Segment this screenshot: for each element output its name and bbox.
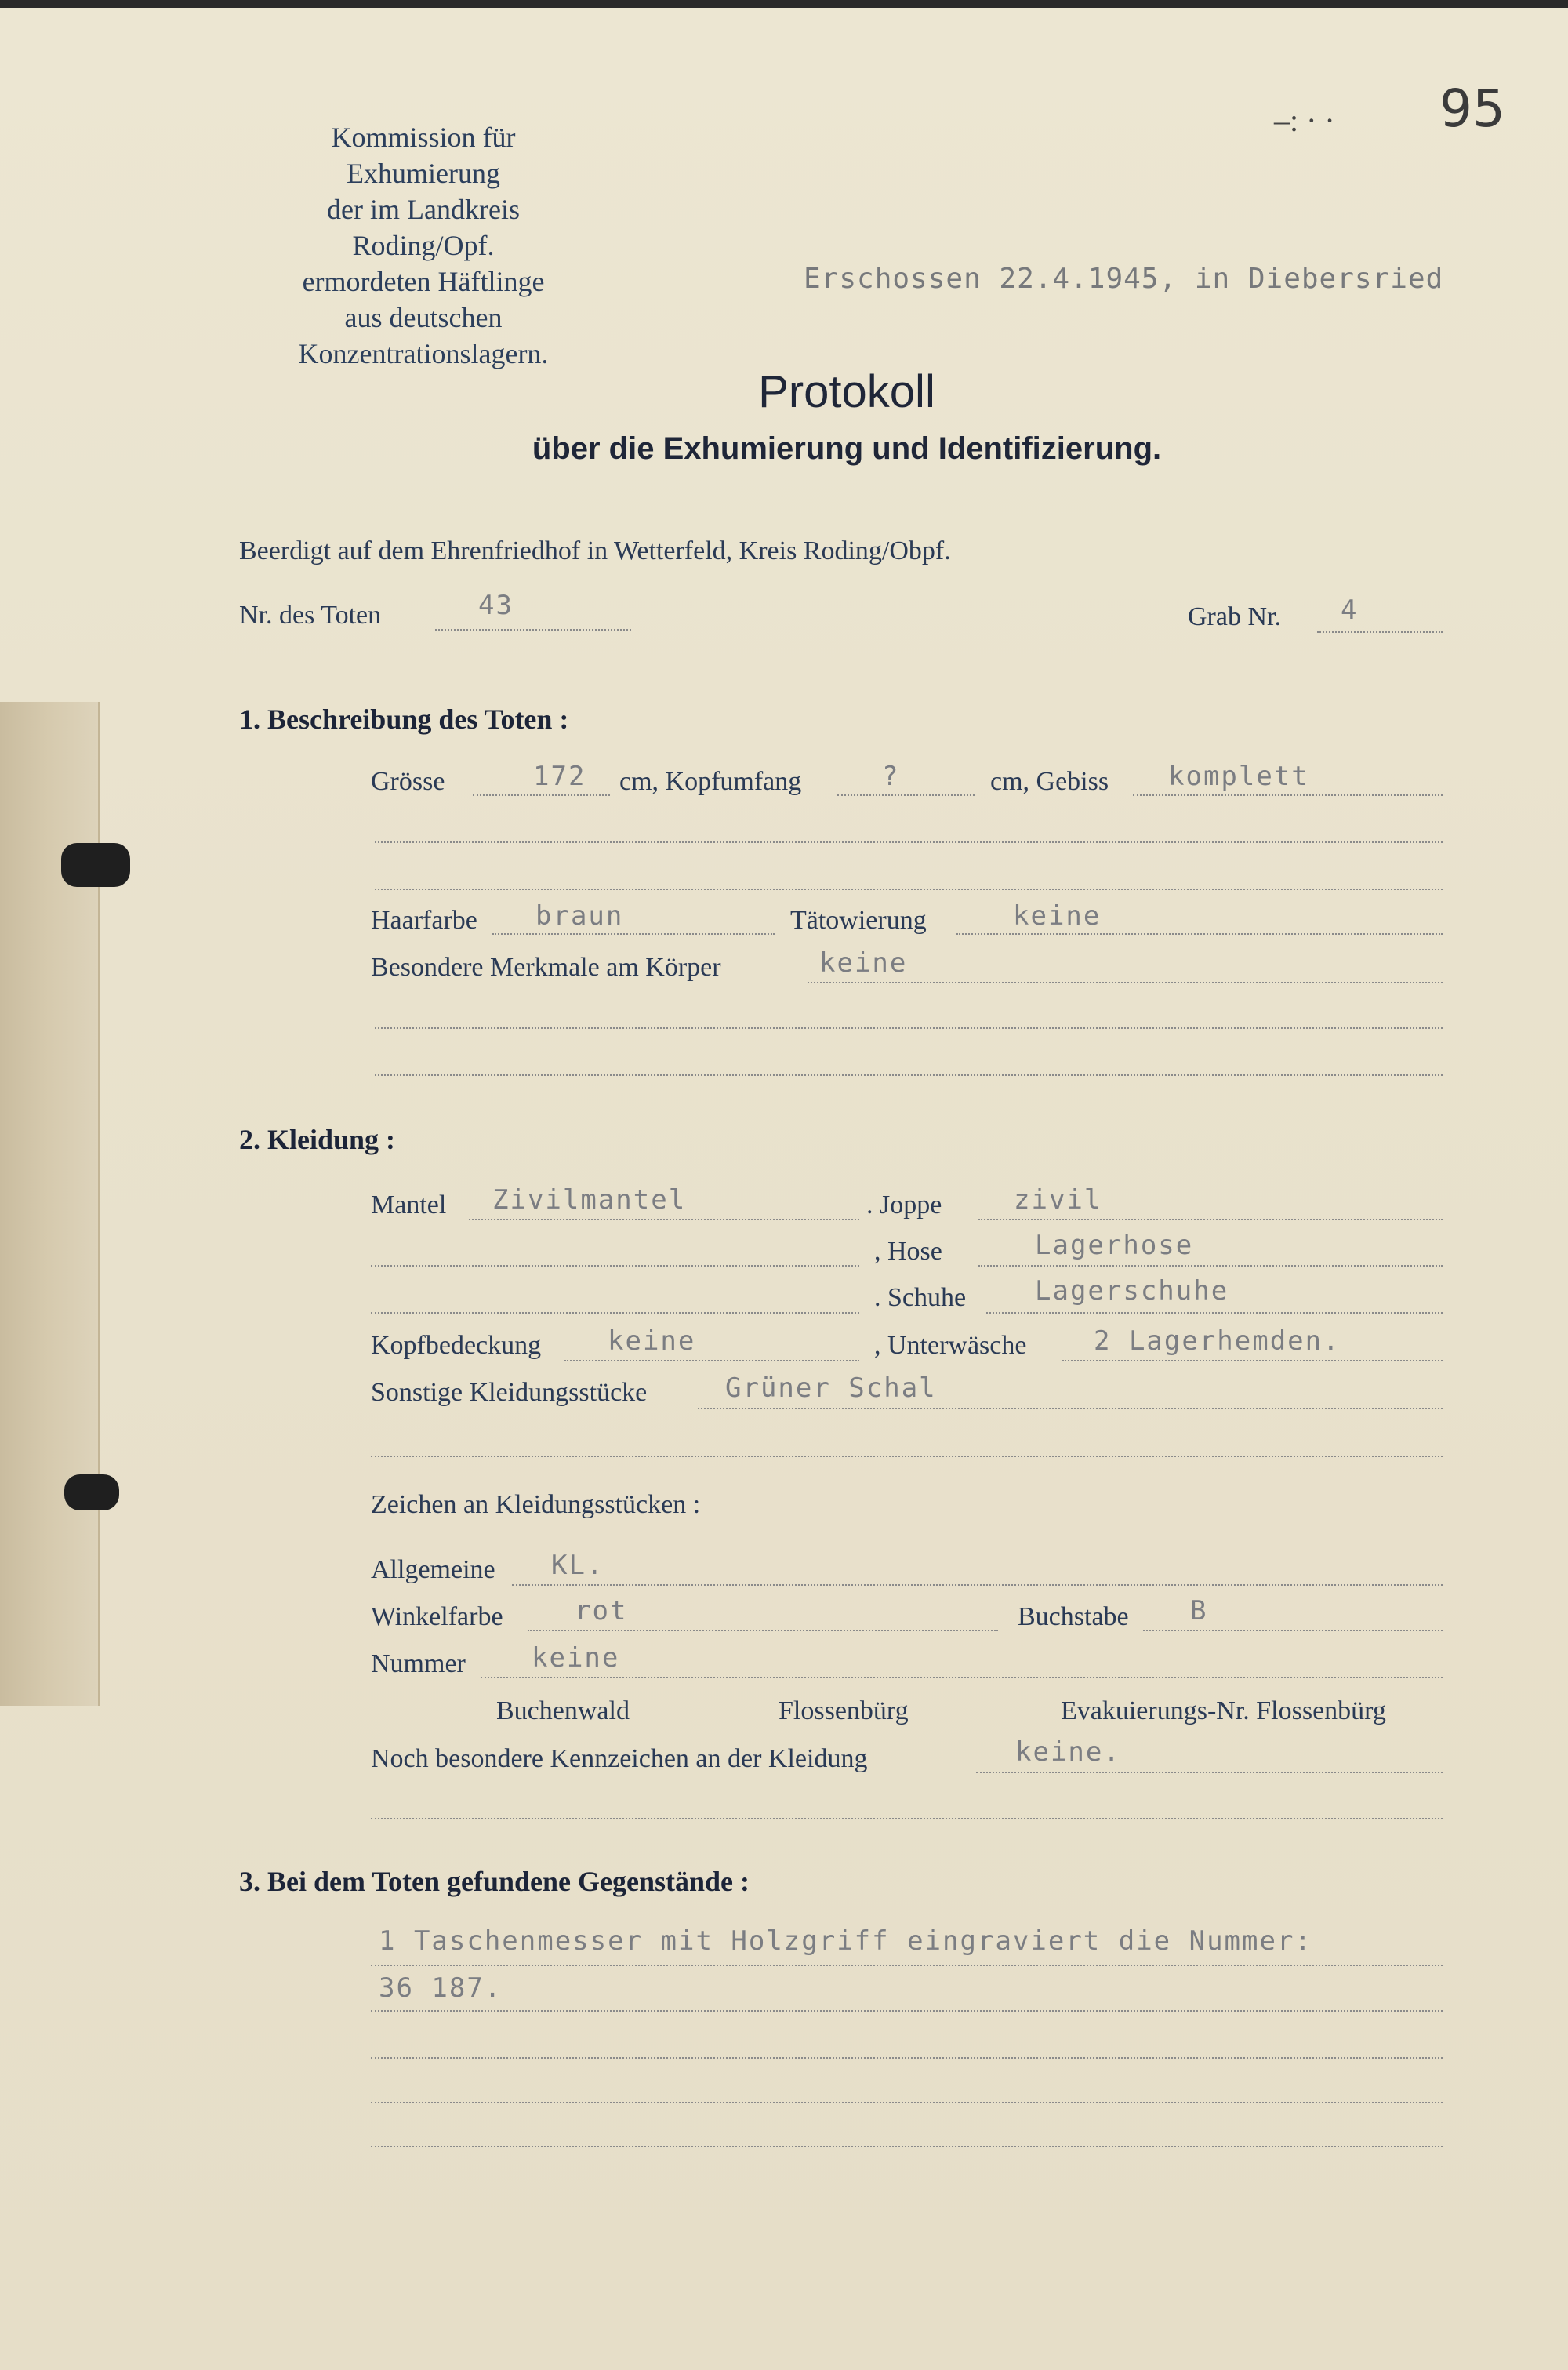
- allgemeine-line: [512, 1584, 1443, 1586]
- groesse-label: Grösse: [371, 767, 445, 796]
- blank-line: [375, 1027, 1443, 1029]
- schuhe-line: [986, 1312, 1443, 1314]
- unterwaesche-line: [1062, 1360, 1443, 1361]
- hose-label: , Hose: [874, 1237, 942, 1266]
- schuhe-label: . Schuhe: [874, 1283, 967, 1312]
- taetowierung-value: keine: [1013, 900, 1102, 932]
- winkelfarbe-line: [528, 1630, 998, 1631]
- column-buchenwald: Buchenwald: [496, 1696, 630, 1725]
- kopfbedeckung-line: [564, 1360, 859, 1361]
- shot-note: Erschossen 22.4.1945, in Diebersried: [804, 263, 1444, 295]
- grab-value: 4: [1341, 594, 1359, 626]
- nummer-label: Nummer: [371, 1649, 466, 1678]
- blank-line: [375, 889, 1443, 890]
- page-subtitle: über die Exhumierung und Identifizierung.: [532, 431, 1162, 466]
- unterwaesche-label: , Unterwäsche: [874, 1331, 1027, 1360]
- header-line-4: aus deutschen Konzentrationslagern.: [298, 302, 549, 369]
- haarfarbe-line: [492, 933, 775, 935]
- issuer-header: [259, 119, 588, 372]
- blank-line: [371, 2057, 1443, 2059]
- hose-value: Lagerhose: [1035, 1230, 1194, 1261]
- section-3-heading: 3. Bei dem Toten gefundene Gegenstände :: [239, 1866, 750, 1897]
- punch-hole-top: [61, 843, 130, 887]
- noch-value: keine.: [1015, 1736, 1121, 1768]
- mantel-label: Mantel: [371, 1190, 447, 1220]
- unterwaesche-value: 2 Lagerhemden.: [1094, 1325, 1341, 1357]
- nr-line: [435, 629, 631, 631]
- header-line-2: der im Landkreis Roding/Opf.: [327, 194, 520, 261]
- mantel-value: Zivilmantel: [492, 1184, 687, 1216]
- blank-line: [371, 1312, 859, 1314]
- blank-line: [371, 1265, 859, 1267]
- punch-hole-bottom: [64, 1474, 119, 1510]
- haarfarbe-value: braun: [535, 900, 624, 932]
- winkelfarbe-label: Winkelfarbe: [371, 1602, 503, 1631]
- haarfarbe-label: Haarfarbe: [371, 906, 477, 935]
- allgemeine-label: Allgemeine: [371, 1555, 495, 1584]
- blank-line: [375, 841, 1443, 843]
- buchstabe-label: Buchstabe: [1018, 1602, 1129, 1631]
- page-title: Protokoll: [758, 366, 935, 417]
- gebiss-label: cm, Gebiss: [990, 767, 1109, 796]
- joppe-line: [978, 1219, 1443, 1220]
- gebiss-value: komplett: [1168, 761, 1309, 792]
- nummer-value: keine: [532, 1642, 620, 1674]
- joppe-value: zivil: [1014, 1184, 1102, 1216]
- winkelfarbe-value: rot: [575, 1595, 628, 1627]
- merkmale-label: Besondere Merkmale am Körper: [371, 953, 721, 982]
- section-1-heading: 1. Beschreibung des Toten :: [239, 703, 569, 735]
- nummer-line: [481, 1677, 1443, 1678]
- header-line-3: ermordeten Häftlinge: [302, 266, 545, 297]
- header-line-1: Kommission für Exhumierung: [331, 122, 516, 189]
- gegenstaende-line-1: 1 Taschenmesser mit Holzgriff eingraviert die Nummer:: [379, 1925, 1312, 1957]
- blank-line: [375, 1074, 1443, 1076]
- taetowierung-line: [956, 933, 1443, 935]
- kopfbedeckung-label: Kopfbedeckung: [371, 1331, 542, 1360]
- section-2-heading: 2. Kleidung :: [239, 1124, 396, 1155]
- gegenstaende-line-2: 36 187.: [379, 1972, 503, 2004]
- buchstabe-value: B: [1190, 1595, 1208, 1627]
- schuhe-value: Lagerschuhe: [1035, 1275, 1229, 1307]
- gebiss-line: [1133, 794, 1443, 796]
- blank-line: [371, 2010, 1443, 2012]
- page-number: 95: [1439, 78, 1505, 139]
- allgemeine-value: KL.: [551, 1550, 604, 1581]
- corner-marks: –: · ·: [1274, 103, 1335, 138]
- noch-line: [976, 1772, 1443, 1773]
- groesse-value: 172: [533, 761, 586, 792]
- blank-line: [371, 1456, 1443, 1457]
- scan-top-edge: [0, 0, 1568, 8]
- zeichen-label: Zeichen an Kleidungsstücken :: [371, 1490, 701, 1519]
- mantel-line: [469, 1219, 859, 1220]
- nr-label: Nr. des Toten: [239, 601, 382, 630]
- merkmale-line: [808, 982, 1443, 983]
- column-flossenbuerg: Flossenbürg: [779, 1696, 909, 1725]
- kopfumfang-line: [837, 794, 975, 796]
- nr-value: 43: [478, 590, 514, 621]
- taetowierung-label: Tätowierung: [790, 906, 927, 935]
- kopfbedeckung-value: keine: [608, 1325, 696, 1357]
- blank-line: [371, 2102, 1443, 2103]
- burial-line: Beerdigt auf dem Ehrenfriedhof in Wetterfeld, Kreis Roding/Obpf.: [239, 536, 951, 565]
- blank-line: [371, 2146, 1443, 2147]
- kopfumfang-label: cm, Kopfumfang: [619, 767, 802, 796]
- joppe-label: . Joppe: [866, 1190, 942, 1220]
- blank-line: [371, 1818, 1443, 1819]
- buchstabe-line: [1143, 1630, 1443, 1631]
- kopfumfang-value: ?: [882, 761, 900, 792]
- blank-line: [371, 1965, 1443, 1966]
- sonstige-label: Sonstige Kleidungsstücke: [371, 1378, 648, 1407]
- sonstige-value: Grüner Schal: [725, 1372, 937, 1404]
- grab-line: [1317, 631, 1443, 633]
- column-evakuierung: Evakuierungs-Nr. Flossenbürg: [1061, 1696, 1386, 1725]
- merkmale-value: keine: [819, 947, 908, 979]
- sonstige-line: [698, 1408, 1443, 1409]
- hose-line: [978, 1265, 1443, 1267]
- groesse-line: [473, 794, 610, 796]
- grab-label: Grab Nr.: [1188, 602, 1281, 631]
- noch-label: Noch besondere Kennzeichen an der Kleidung: [371, 1744, 868, 1773]
